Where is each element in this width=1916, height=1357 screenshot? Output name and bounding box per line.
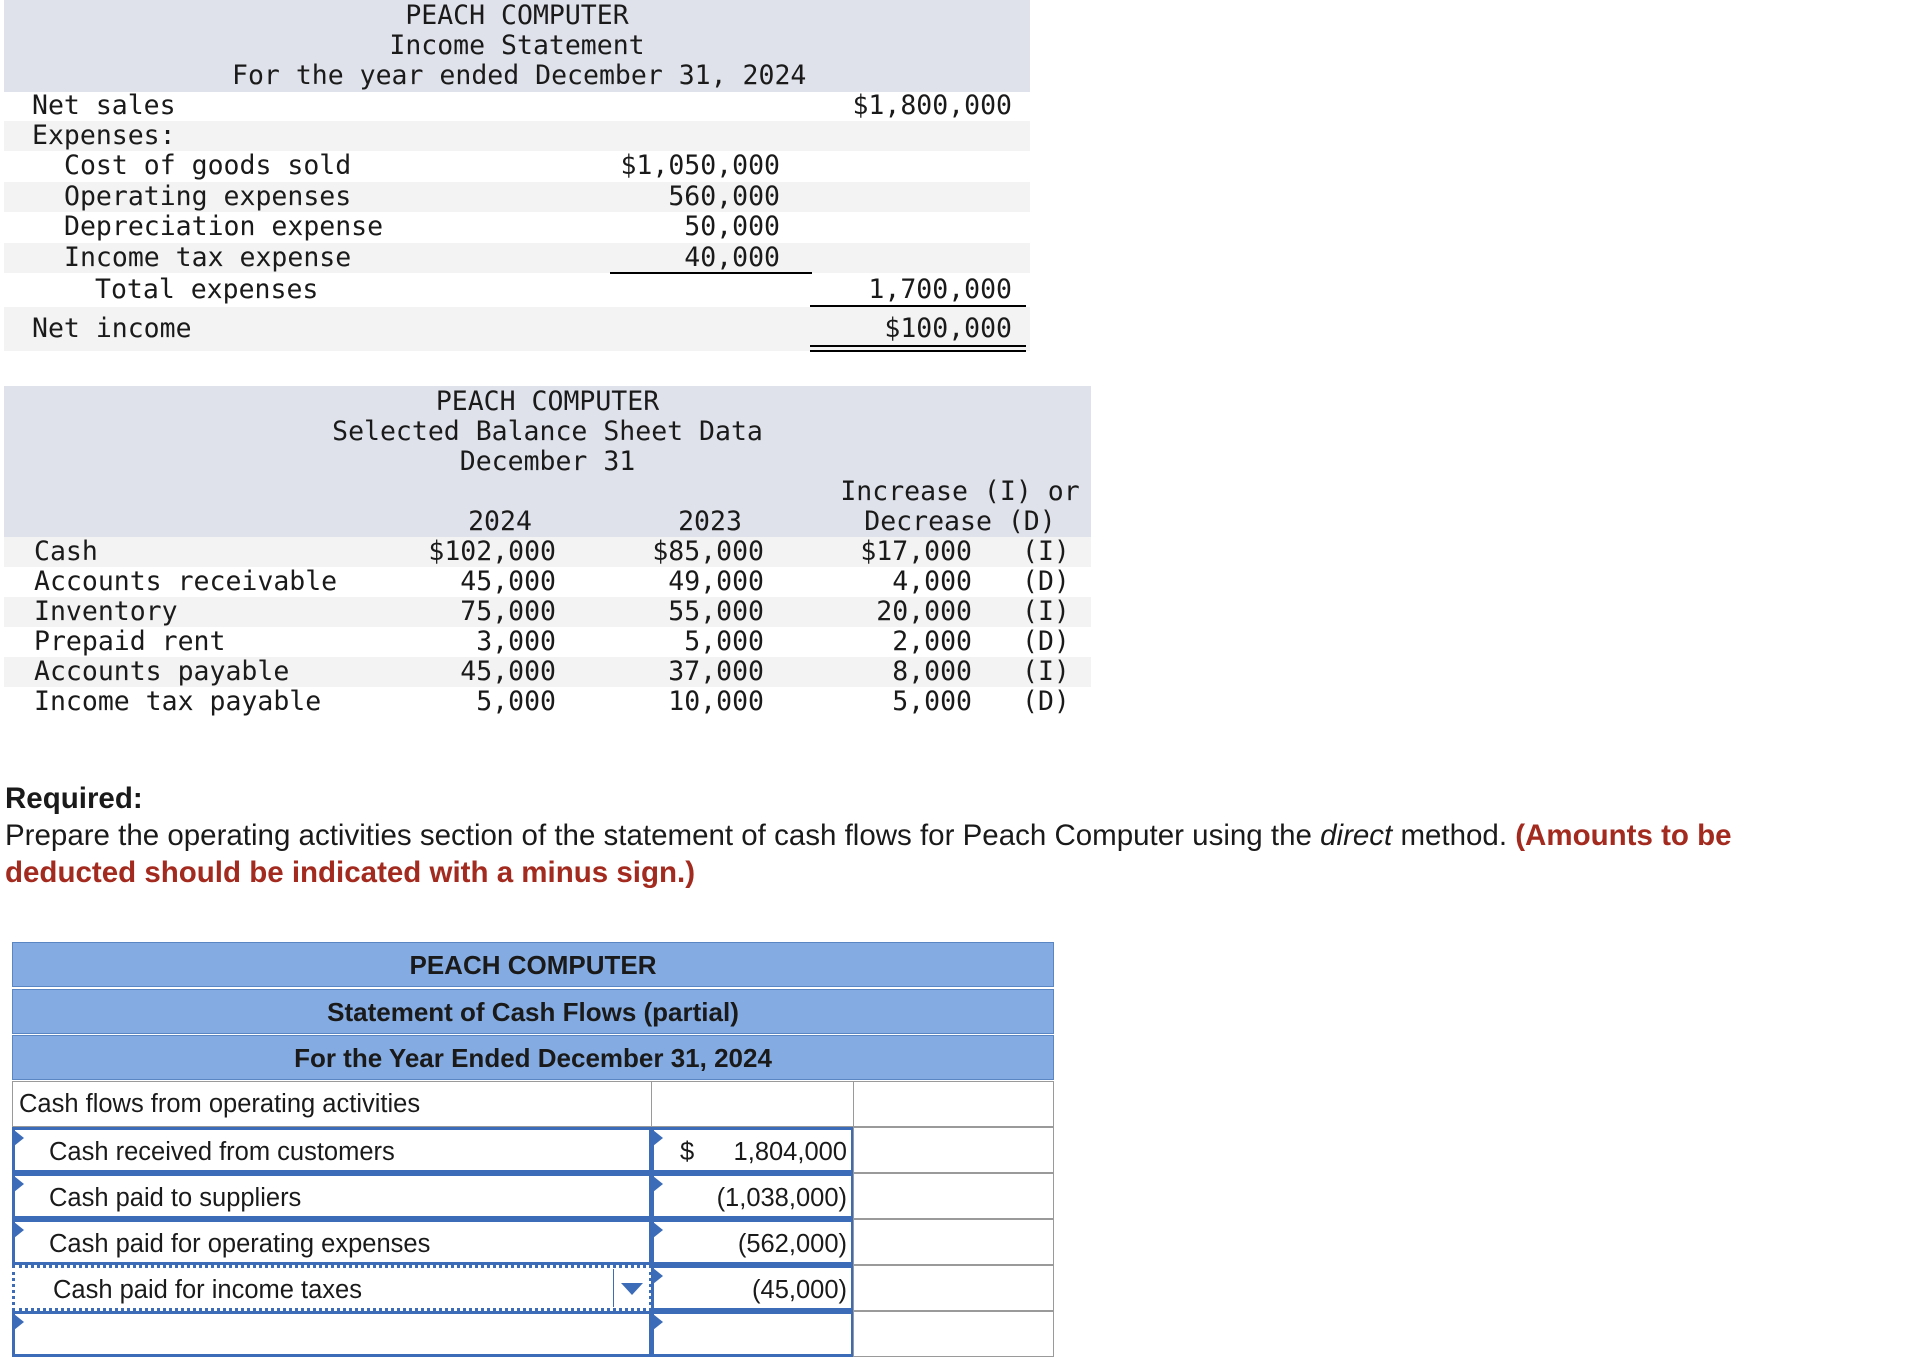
- total-cell-empty: [853, 1311, 1054, 1357]
- input-flag-icon: [14, 1130, 24, 1146]
- input-flag-icon: [653, 1130, 663, 1146]
- balance-row-direction: (I): [1022, 656, 1070, 687]
- total-cell-empty: [853, 1127, 1054, 1173]
- balance-row-direction: (I): [1022, 536, 1070, 567]
- balance-row-2023: 55,000: [668, 596, 764, 627]
- total-cell-empty: [853, 1081, 1054, 1127]
- balance-row-label: Inventory: [34, 596, 178, 627]
- selected-option: Cash paid for income taxes: [53, 1276, 362, 1304]
- total-cell-empty: [853, 1173, 1054, 1219]
- net-income-double-rule: [810, 345, 1026, 352]
- balance-row-change: 8,000: [892, 656, 972, 687]
- balance-row-label: Prepaid rent: [34, 626, 226, 657]
- expense-value: 560,000: [668, 181, 780, 212]
- balance-sheet-company: PEACH COMPUTER: [435, 386, 660, 417]
- balance-row-2024: 45,000: [460, 656, 556, 687]
- amount-value: (1,038,000): [716, 1184, 847, 1212]
- next-row-label-input[interactable]: [12, 1311, 652, 1357]
- balance-row-change: 2,000: [892, 626, 972, 657]
- input-flag-icon: [653, 1222, 663, 1238]
- cash-paid-to-suppliers-label[interactable]: Cash paid to suppliers: [12, 1173, 652, 1219]
- net-sales-value: $1,800,000: [852, 90, 1012, 121]
- currency-symbol: $: [680, 1138, 695, 1166]
- select-divider: [613, 1269, 614, 1307]
- required-text-before: Prepare the operating activities section of the statement of cash flows for Peach Computer using the: [5, 819, 1321, 852]
- amount-value: 1,804,000: [733, 1138, 847, 1166]
- balance-row-direction: (D): [1022, 566, 1070, 597]
- subtotal-rule: [610, 272, 812, 274]
- required-heading: Required:: [5, 782, 143, 815]
- balance-row-label: Accounts receivable: [34, 566, 338, 597]
- balance-row-change: 4,000: [892, 566, 972, 597]
- cash-paid-to-suppliers-amount[interactable]: [651, 1173, 854, 1219]
- expenses-label: Expenses:: [32, 120, 176, 151]
- expense-label: Income tax expense: [64, 242, 352, 273]
- balance-row-2024: $102,000: [428, 536, 556, 567]
- net-income-value: $100,000: [884, 313, 1012, 344]
- cash-flow-company: PEACH COMPUTER: [12, 942, 1054, 987]
- total-cell-empty: [853, 1219, 1054, 1265]
- balance-row-direction: (I): [1022, 596, 1070, 627]
- balance-sheet-title: Selected Balance Sheet Data: [332, 416, 763, 447]
- balance-row-label: Cash: [34, 536, 98, 567]
- cash-flow-title: Statement of Cash Flows (partial): [12, 989, 1054, 1034]
- input-flag-icon: [14, 1314, 24, 1330]
- cash-received-from-customers-amount[interactable]: [651, 1127, 854, 1173]
- balance-row-2023: 5,000: [684, 626, 764, 657]
- change-header-line-1: Increase (I) or: [840, 476, 1080, 507]
- net-income-label: Net income: [32, 313, 192, 344]
- balance-row-2023: $85,000: [652, 536, 764, 567]
- required-text-italic: direct: [1320, 819, 1393, 852]
- column-header-2024: 2024: [468, 506, 532, 537]
- total-cell-empty: [853, 1265, 1054, 1311]
- cash-flow-section-label: Cash flows from operating activities: [12, 1081, 652, 1127]
- balance-row-label: Income tax payable: [34, 686, 322, 717]
- input-flag-icon: [14, 1222, 24, 1238]
- balance-sheet-date: December 31: [459, 446, 636, 477]
- net-sales-label: Net sales: [32, 90, 176, 121]
- input-flag-icon: [653, 1268, 663, 1284]
- cash-paid-for-income-taxes-amount[interactable]: [651, 1265, 854, 1311]
- required-note-line-2: deducted should be indicated with a minus sign.): [5, 856, 696, 889]
- amount-value: (45,000): [752, 1276, 847, 1304]
- cash-paid-for-operating-expenses-amount[interactable]: [651, 1219, 854, 1265]
- column-header-2023: 2023: [678, 506, 742, 537]
- cash-paid-for-operating-expenses-label[interactable]: Cash paid for operating expenses: [12, 1219, 652, 1265]
- required-instructions: [5, 780, 1905, 891]
- cash-paid-for-income-taxes-select[interactable]: [12, 1265, 652, 1311]
- balance-row-2024: 3,000: [476, 626, 556, 657]
- input-flag-icon: [14, 1176, 24, 1192]
- total-expenses-label: Total expenses: [95, 274, 319, 305]
- required-text-after: method.: [1392, 819, 1516, 852]
- balance-row-2023: 49,000: [668, 566, 764, 597]
- expense-label: Cost of goods sold: [64, 150, 352, 181]
- balance-row-label: Accounts payable: [34, 656, 290, 687]
- expense-value: 50,000: [684, 211, 780, 242]
- cash-flow-period: For the Year Ended December 31, 2024: [12, 1035, 1054, 1080]
- next-row-amount-input[interactable]: [651, 1311, 854, 1357]
- dropdown-caret-icon[interactable]: [621, 1283, 643, 1295]
- expense-label: Depreciation expense: [64, 211, 384, 242]
- expense-value: 40,000: [684, 242, 780, 273]
- balance-row-change: $17,000: [860, 536, 972, 567]
- balance-row-2024: 5,000: [476, 686, 556, 717]
- required-note-line-1: (Amounts to be: [1515, 819, 1732, 852]
- balance-row-2024: 75,000: [460, 596, 556, 627]
- balance-row-2023: 10,000: [668, 686, 764, 717]
- required-text: [5, 817, 1905, 891]
- balance-row-change: 20,000: [876, 596, 972, 627]
- total-expenses-value: 1,700,000: [868, 274, 1012, 305]
- balance-row-direction: (D): [1022, 626, 1070, 657]
- income-statement-title: Income Statement: [389, 30, 645, 61]
- balance-row-2023: 37,000: [668, 656, 764, 687]
- income-statement-period: For the year ended December 31, 2024: [232, 60, 807, 91]
- input-flag-icon: [653, 1176, 663, 1192]
- input-flag-icon: [653, 1314, 663, 1330]
- expense-value: $1,050,000: [620, 150, 780, 181]
- cash-received-from-customers-label[interactable]: Cash received from customers: [12, 1127, 652, 1173]
- amount-cell-empty: [651, 1081, 854, 1127]
- amount-value: (562,000): [737, 1230, 847, 1258]
- change-header-line-2: Decrease (D): [864, 506, 1056, 537]
- expense-label: Operating expenses: [64, 181, 352, 212]
- income-statement-company: PEACH COMPUTER: [405, 0, 629, 31]
- balance-row-change: 5,000: [892, 686, 972, 717]
- balance-row-direction: (D): [1022, 686, 1070, 717]
- balance-row-2024: 45,000: [460, 566, 556, 597]
